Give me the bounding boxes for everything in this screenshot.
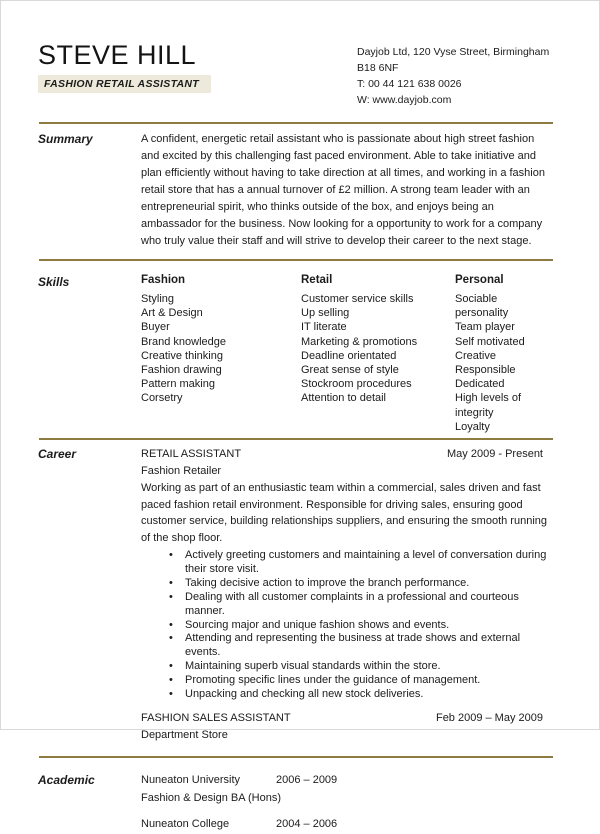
summary-content: [141, 131, 553, 250]
job-employer: Department Store: [141, 729, 228, 741]
divider-summary: [39, 259, 553, 261]
education-institution: Nuneaton College: [141, 818, 230, 830]
skill-item-list: [455, 292, 553, 434]
skill-item: Styling: [141, 293, 175, 305]
skill-column-heading: Fashion: [141, 274, 186, 286]
skill-item: Marketing & promotions: [301, 335, 418, 348]
job-duty-item: • Maintaining superb visual standards within the store.: [185, 660, 553, 674]
job-duty-item: • Promoting specific lines under the guidance of management.: [185, 674, 553, 688]
job-description: Working as part of an enthusiastic team within a commercial, sales driven and fast paced fashion retail environment. Responsible for driving sales, ensuring good customer service, building relationships suppliers, and ensuring the smooth running of the shop floor.: [141, 482, 548, 544]
header: [1, 41, 599, 108]
skill-item: High levels of integrity: [455, 392, 522, 419]
job-title-badge: FASHION RETAIL ASSISTANT: [38, 75, 211, 93]
divider-header: [39, 122, 553, 124]
education-dates: 2006 – 2009: [276, 774, 338, 786]
skill-item: Sociable personality: [455, 293, 509, 320]
skill-item: Creative thinking: [141, 349, 223, 362]
skill-item: Self motivated: [455, 335, 525, 348]
skills-columns: [141, 274, 553, 434]
section-summary: [1, 131, 599, 250]
skill-item-list: [301, 292, 455, 406]
contact-website: W: www.dayjob.com: [357, 94, 452, 106]
skill-column-personal: [455, 274, 553, 434]
academic-content: [141, 772, 553, 834]
job-entry: [141, 446, 553, 702]
skill-item: Art & Design: [141, 307, 203, 320]
job-duty-item: • Dealing with all customer complaints in a professional and courteous manner.: [185, 591, 553, 619]
skill-column-heading: Personal: [455, 274, 504, 286]
job-dates: May 2009 - Present: [447, 448, 543, 461]
skill-column-heading: Retail: [301, 274, 333, 286]
section-academic: [1, 772, 599, 834]
job-duty-item: • Attending and representing the business at trade shows and external events.: [185, 632, 553, 660]
education-dates: 2004 – 2006: [276, 818, 338, 830]
education-qualification: Fashion & Design BA (Hons): [141, 791, 282, 804]
skills-label: Skills: [38, 275, 70, 289]
skill-item: Creative: [455, 349, 496, 362]
academic-label: Academic: [38, 773, 95, 787]
job-employer: Fashion Retailer: [141, 465, 222, 478]
job-duty-item: • Unpacking and checking all new stock deliveries.: [185, 688, 553, 702]
skill-item: Responsible: [455, 364, 516, 377]
job-duty-item: • Sourcing major and unique fashion shows and events.: [185, 619, 553, 633]
skill-item: Customer service skills: [301, 293, 414, 305]
section-skills: [1, 274, 599, 434]
career-label: Career: [38, 447, 77, 462]
contact-info: [357, 41, 555, 108]
education-entry: [141, 772, 553, 807]
job-duty-item: • Taking decisive action to improve the branch performance.: [185, 577, 553, 591]
contact-phone: T: 00 44 121 638 0026: [357, 78, 462, 90]
job-title: FASHION SALES ASSISTANT: [141, 712, 291, 724]
skill-column-retail: [301, 274, 455, 434]
section-career: [1, 446, 599, 744]
skill-column-fashion: [141, 274, 301, 434]
skill-item: IT literate: [301, 321, 347, 334]
skill-item: Fashion drawing: [141, 364, 222, 377]
skill-item: Pattern making: [141, 378, 215, 391]
skill-item: Up selling: [301, 307, 350, 320]
header-identity: [38, 41, 211, 108]
skill-item: Great sense of style: [301, 364, 399, 377]
job-duty-item: • Actively greeting customers and maintaining a level of conversation during their store visit.: [185, 549, 553, 577]
divider-skills: [39, 438, 553, 440]
skill-item: Buyer: [141, 321, 170, 334]
skill-item: Brand knowledge: [141, 335, 227, 348]
education-entry: [141, 816, 553, 834]
skill-item: Attention to detail: [301, 392, 387, 405]
contact-address: Dayjob Ltd, 120 Vyse Street, Birmingham B18 6NF: [357, 46, 550, 74]
skill-item: Corsetry: [141, 392, 183, 405]
summary-label: Summary: [38, 132, 93, 146]
skill-item: Loyalty: [455, 420, 490, 433]
skill-item-list: [141, 292, 301, 406]
education-row: [141, 772, 553, 790]
divider-career: [39, 756, 553, 758]
job-dates: Feb 2009 – May 2009: [435, 712, 543, 724]
education-institution: Nuneaton University: [141, 774, 241, 786]
skill-item: Dedicated: [455, 378, 505, 391]
skill-item: Team player: [455, 321, 515, 334]
education-row: [141, 816, 553, 834]
job-entry: [141, 710, 553, 744]
summary-text: A confident, energetic retail assistant who is passionate about high street fashion and excited by this challenging fast paced environment. Able to take initiative and plan efficiently without having to take direction at all times, and working in a fashion retail store that has a annual turnover of £2 million. A strong team leader with an entrepreneurial spirit, who thinks outside of the box, and enjoys being an ambassador for the business. Now looking for a opportunity to work for a company who truly value their staff and will strive to develop their career to the next stage.: [141, 133, 545, 247]
job-title: RETAIL ASSISTANT: [141, 448, 242, 461]
job-header: [141, 710, 553, 727]
job-header: [141, 446, 553, 463]
job-duty-list: [141, 549, 553, 702]
person-name: STEVE HILL: [38, 40, 197, 70]
skill-item: Deadline orientated: [301, 349, 397, 362]
skill-item: Stockroom procedures: [301, 378, 412, 391]
career-content: [141, 446, 553, 744]
